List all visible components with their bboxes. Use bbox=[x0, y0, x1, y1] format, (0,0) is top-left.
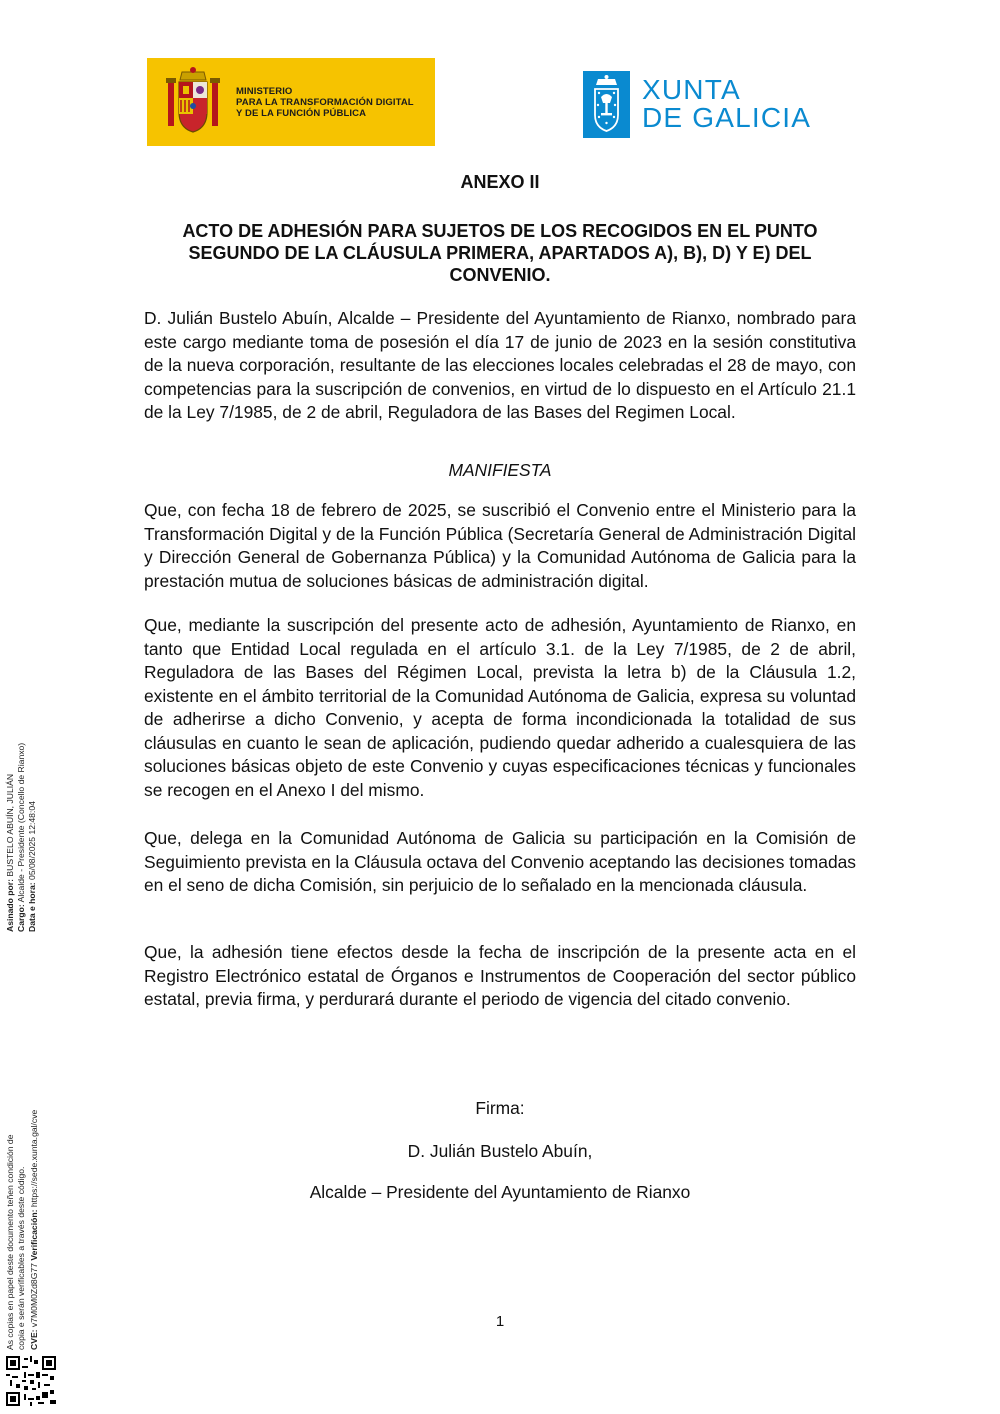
galicia-emblem-icon bbox=[583, 71, 630, 138]
signature-label: Firma: bbox=[475, 1098, 525, 1118]
xunta-line-1: XUNTA bbox=[642, 74, 741, 105]
signer-name: D. Julián Bustelo Abuín, bbox=[407, 1141, 593, 1161]
paragraph-2: Que, mediante la suscripción del presente acto de adhesión, Ayuntamiento de Rianxo, en tanto que Entidad Local regulada en el artículo 3.1. de la Ley 7/1985, de 2 de abril, Reguladora de las Bases del Régimen Local, prevista la letra b) de la Cláusula 1.2, existente en el ámbito territorial de la Comunidad Autónoma de Galicia, expresa su voluntad de adherirse a dicho Convenio, y acepta de forma incondicionada la totalidad de sus cláusulas en cuanto le sean de aplicación, pudiendo quedar adherido a cualesquiera de las soluciones básicas objeto de este Convenio y cuyas especificaciones técnicas y funcionales se recogen en el Anexo I del mismo. bbox=[144, 615, 856, 800]
document-title: ACTO DE ADHESIÓN PARA SUJETOS DE LOS RECOGIDOS EN EL PUNTO SEGUNDO DE LA CLÁUSULA PRIMERA, APARTADOS A), B), D) Y E) DEL CONVENIO. bbox=[182, 221, 818, 285]
copy-notice-line-2: copia e serán verificables a través deste código. bbox=[16, 1166, 26, 1350]
stamp-signed-by-label: Asinado por: bbox=[5, 879, 15, 932]
paragraph-4: Que, la adhesión tiene efectos desde la fecha de inscripción de la presente acta en el Registro Electrónico estatal de Órganos e Instrumentos de Cooperación del sector público estatal, previa firma, y perdurará durante el periodo de vigencia del citado convenio. bbox=[144, 942, 856, 1009]
ministerio-line-3: Y DE LA FUNCIÓN PÚBLICA bbox=[236, 107, 367, 119]
stamp-signed-by-value: BUSTELO ABUÍN, JULIÁN bbox=[5, 773, 15, 879]
xunta-logo bbox=[583, 70, 811, 138]
spain-coat-of-arms-icon bbox=[162, 66, 224, 138]
page-number: 1 bbox=[495, 1313, 505, 1330]
verification-url: https://sede.xunta.gal/cve bbox=[29, 1109, 39, 1210]
cve-value: v7M0M0Zd8G77 bbox=[29, 1263, 39, 1330]
intro-paragraph: D. Julián Bustelo Abuín, Alcalde – Presidente del Ayuntamiento de Rianxo, nombrado para este cargo mediante toma de posesión el día 17 de junio de 2023 en la sesión constitutiva de la nueva corporación, resultante de las elecciones locales celebradas el 28 de mayo, con competencias para la suscripción de convenios, en virtud de lo dispuesto en el Artículo 21.1 de la Ley 7/1985, de 2 de abril, Reguladora de las Bases del Regimen Local. bbox=[144, 308, 856, 422]
verification-label: Verificación: bbox=[29, 1209, 39, 1264]
stamp-role-value: Alcalde - Presidente (Concello de Rianxo) bbox=[16, 742, 26, 905]
ministerio-logo bbox=[147, 58, 435, 146]
stamp-datetime-label: Data e hora: bbox=[27, 882, 37, 932]
cve-label: CVE: bbox=[29, 1329, 39, 1350]
stamp-signed-by bbox=[5, 774, 15, 932]
stamp-datetime-value: 05/08/2025 12:48:04 bbox=[27, 801, 37, 883]
verification-code-line bbox=[29, 1110, 39, 1350]
stamp-role-label: Cargo: bbox=[16, 904, 26, 932]
stamp-datetime bbox=[27, 801, 37, 932]
ministerio-line-2: PARA LA TRANSFORMACIÓN DIGITAL bbox=[236, 96, 414, 108]
paragraph-3: Que, delega en la Comunidad Autónoma de Galicia su participación en la Comisión de Seguimiento prevista en la Cláusula octava del Convenio aceptando las decisiones tomadas en el seno de dicha Comisión, sin perjuicio de lo señalado en la mencionada cláusula. bbox=[144, 828, 856, 895]
annex-heading: ANEXO II bbox=[460, 172, 540, 192]
paragraph-1: Que, con fecha 18 de febrero de 2025, se suscribió el Convenio entre el Ministerio para la Transformación Digital y de la Función Pública (Secretaría General de Administración Digital y Dirección General de Gobernanza Pública) y la Comunidad Autónoma de Galicia para la prestación mutua de soluciones básicas de administración digital. bbox=[144, 500, 856, 591]
qr-code-icon bbox=[6, 1356, 56, 1406]
xunta-line-2: DE GALICIA bbox=[642, 102, 812, 133]
signer-role: Alcalde – Presidente del Ayuntamiento de Rianxo bbox=[309, 1182, 691, 1202]
ministerio-line-1: MINISTERIO bbox=[236, 85, 293, 97]
copy-notice-line-1: As copias en papel deste documento teñen condición de bbox=[5, 1134, 15, 1350]
stamp-role bbox=[16, 743, 26, 932]
manifiesta-heading: MANIFIESTA bbox=[448, 460, 552, 480]
